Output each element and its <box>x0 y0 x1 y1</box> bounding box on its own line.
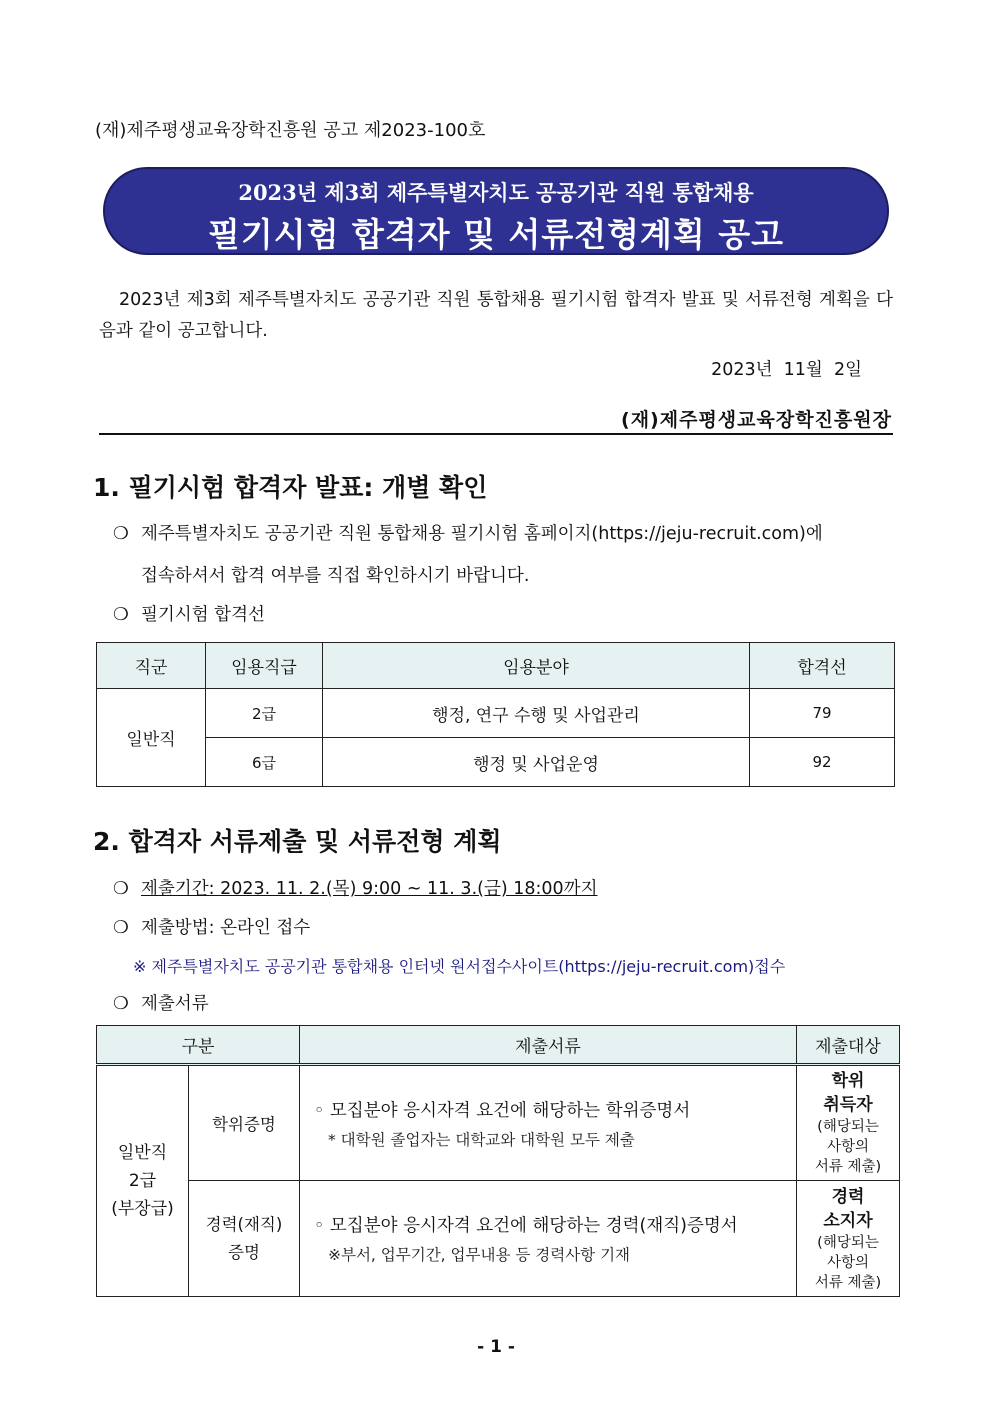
header-field: 임용분야 <box>323 643 750 689</box>
doc-note: * 대학원 졸업자는 대학교와 대학원 모두 제출 <box>328 1130 635 1149</box>
type-cell <box>189 1065 300 1181</box>
header-target: 제출대상 <box>797 1026 900 1065</box>
method-note: ※ 제주특별자치도 공공기관 통합채용 인터넷 원서접수사이트(https://jeju-recruit.com)접수 <box>133 957 786 976</box>
bullet2-text: 필기시험 합격선 <box>141 605 265 625</box>
circle-bullet-icon: ❍ <box>113 524 129 544</box>
doc-main: ◦ 모집분야 응시자격 요건에 해당하는 경력(재직)증명서 <box>314 1216 738 1236</box>
target-line2: 취득자 <box>823 1095 873 1115</box>
section2-heading: 2. 합격자 서류제출 및 서류전형 계획 <box>93 827 502 856</box>
group-line1: 일반직 <box>117 1143 168 1163</box>
submission-docs-label <box>113 990 209 1015</box>
target-small3: 서류 제출) <box>814 1274 882 1291</box>
target-line1: 학위 <box>831 1071 865 1091</box>
doc-main: ◦ 모집분야 응시자격 요건에 해당하는 학위증명서 <box>314 1100 691 1121</box>
method-text: 제출방법: 온라인 접수 <box>141 918 311 938</box>
intro-paragraph: 2023년 제3회 제주특별자치도 공공기관 직원 통합채용 필기시험 합격자 발표 및 서류전형 계획을 다음과 같이 공고합니다. <box>99 290 893 341</box>
header-job-group: 직군 <box>97 643 206 689</box>
section1-bullet2 <box>113 601 265 626</box>
cutoff-cell: 79 <box>750 689 895 738</box>
doc-cell <box>300 1181 797 1297</box>
header-grade: 임용직급 <box>206 643 323 689</box>
table-header-row <box>97 643 895 689</box>
table-row <box>97 1065 900 1181</box>
bullet1-line1: 제주특별자치도 공공기관 직원 통합채용 필기시험 홈페이지(https://jeju-recruit.com)에 <box>141 524 823 544</box>
group-line3: (부장급) <box>111 1199 174 1219</box>
type-line1: 학위증명 <box>212 1115 276 1134</box>
grade-cell: 2급 <box>206 689 323 738</box>
table-row <box>97 1181 900 1297</box>
type-line2: 증명 <box>228 1242 260 1262</box>
group-cell <box>97 1065 189 1297</box>
target-small1: (해당되는 <box>817 1119 879 1135</box>
section1-bullet1 <box>113 520 903 545</box>
banner-title: 필기시험 합격자 및 서류전형계획 공고 <box>207 215 784 254</box>
documents-table <box>96 1025 900 1297</box>
submission-period <box>113 875 598 900</box>
issuer-name: (재)제주평생교육장학진흥원장 <box>621 409 892 431</box>
group-line2: 2급 <box>128 1171 157 1191</box>
grade-cell: 6급 <box>206 738 323 787</box>
target-small3: 서류 제출) <box>814 1159 882 1175</box>
job-group-cell: 일반직 <box>97 689 206 787</box>
header-documents: 제출서류 <box>300 1026 797 1065</box>
cutoff-cell: 92 <box>750 738 895 787</box>
banner-subtitle: 2023년 제3회 제주특별자치도 공공기관 직원 통합채용 <box>238 180 754 205</box>
bullet1-line2: 접속하셔서 합격 여부를 직접 확인하시기 바랍니다. <box>141 566 530 586</box>
target-small1: (해당되는 <box>817 1234 879 1251</box>
table-row <box>97 738 895 787</box>
circle-bullet-icon: ❍ <box>113 918 129 938</box>
notice-number: (재)제주평생교육장학진흥원 공고 제2023-100호 <box>95 120 486 141</box>
circle-bullet-icon: ❍ <box>113 994 129 1014</box>
doc-cell <box>300 1065 797 1181</box>
circle-bullet-icon: ❍ <box>113 879 129 899</box>
target-cell <box>797 1181 900 1297</box>
period-text: 제출기간: 2023. 11. 2.(목) 9:00 ~ 11. 3.(금) 18:00까지 <box>141 879 598 899</box>
title-banner <box>103 167 889 255</box>
table-row <box>97 689 895 738</box>
target-line2: 소지자 <box>823 1210 873 1231</box>
field-cell: 행정 및 사업운영 <box>323 738 750 787</box>
target-line1: 경력 <box>831 1186 865 1207</box>
type-cell <box>189 1181 300 1297</box>
header-divider <box>99 433 893 435</box>
target-small2: 사항의 <box>826 1139 870 1155</box>
section1-heading: 1. 필기시험 합격자 발표: 개별 확인 <box>93 473 488 502</box>
header-cutoff: 합격선 <box>750 643 895 689</box>
field-cell: 행정, 연구 수행 및 사업관리 <box>323 689 750 738</box>
submission-method <box>113 914 310 939</box>
target-cell <box>797 1065 900 1181</box>
circle-bullet-icon: ❍ <box>113 605 129 625</box>
cutoff-table <box>96 642 895 787</box>
page-number: - 1 - <box>477 1337 515 1357</box>
docs-label-text: 제출서류 <box>141 994 209 1014</box>
target-small2: 사항의 <box>826 1254 870 1271</box>
type-line1: 경력(재직) <box>205 1214 283 1234</box>
table-header-row <box>97 1026 900 1065</box>
doc-note: ※부서, 업무기간, 업무내용 등 경력사항 기재 <box>328 1246 631 1264</box>
notice-date: 2023년 11월 2일 <box>711 360 862 380</box>
header-category: 구분 <box>97 1026 300 1065</box>
